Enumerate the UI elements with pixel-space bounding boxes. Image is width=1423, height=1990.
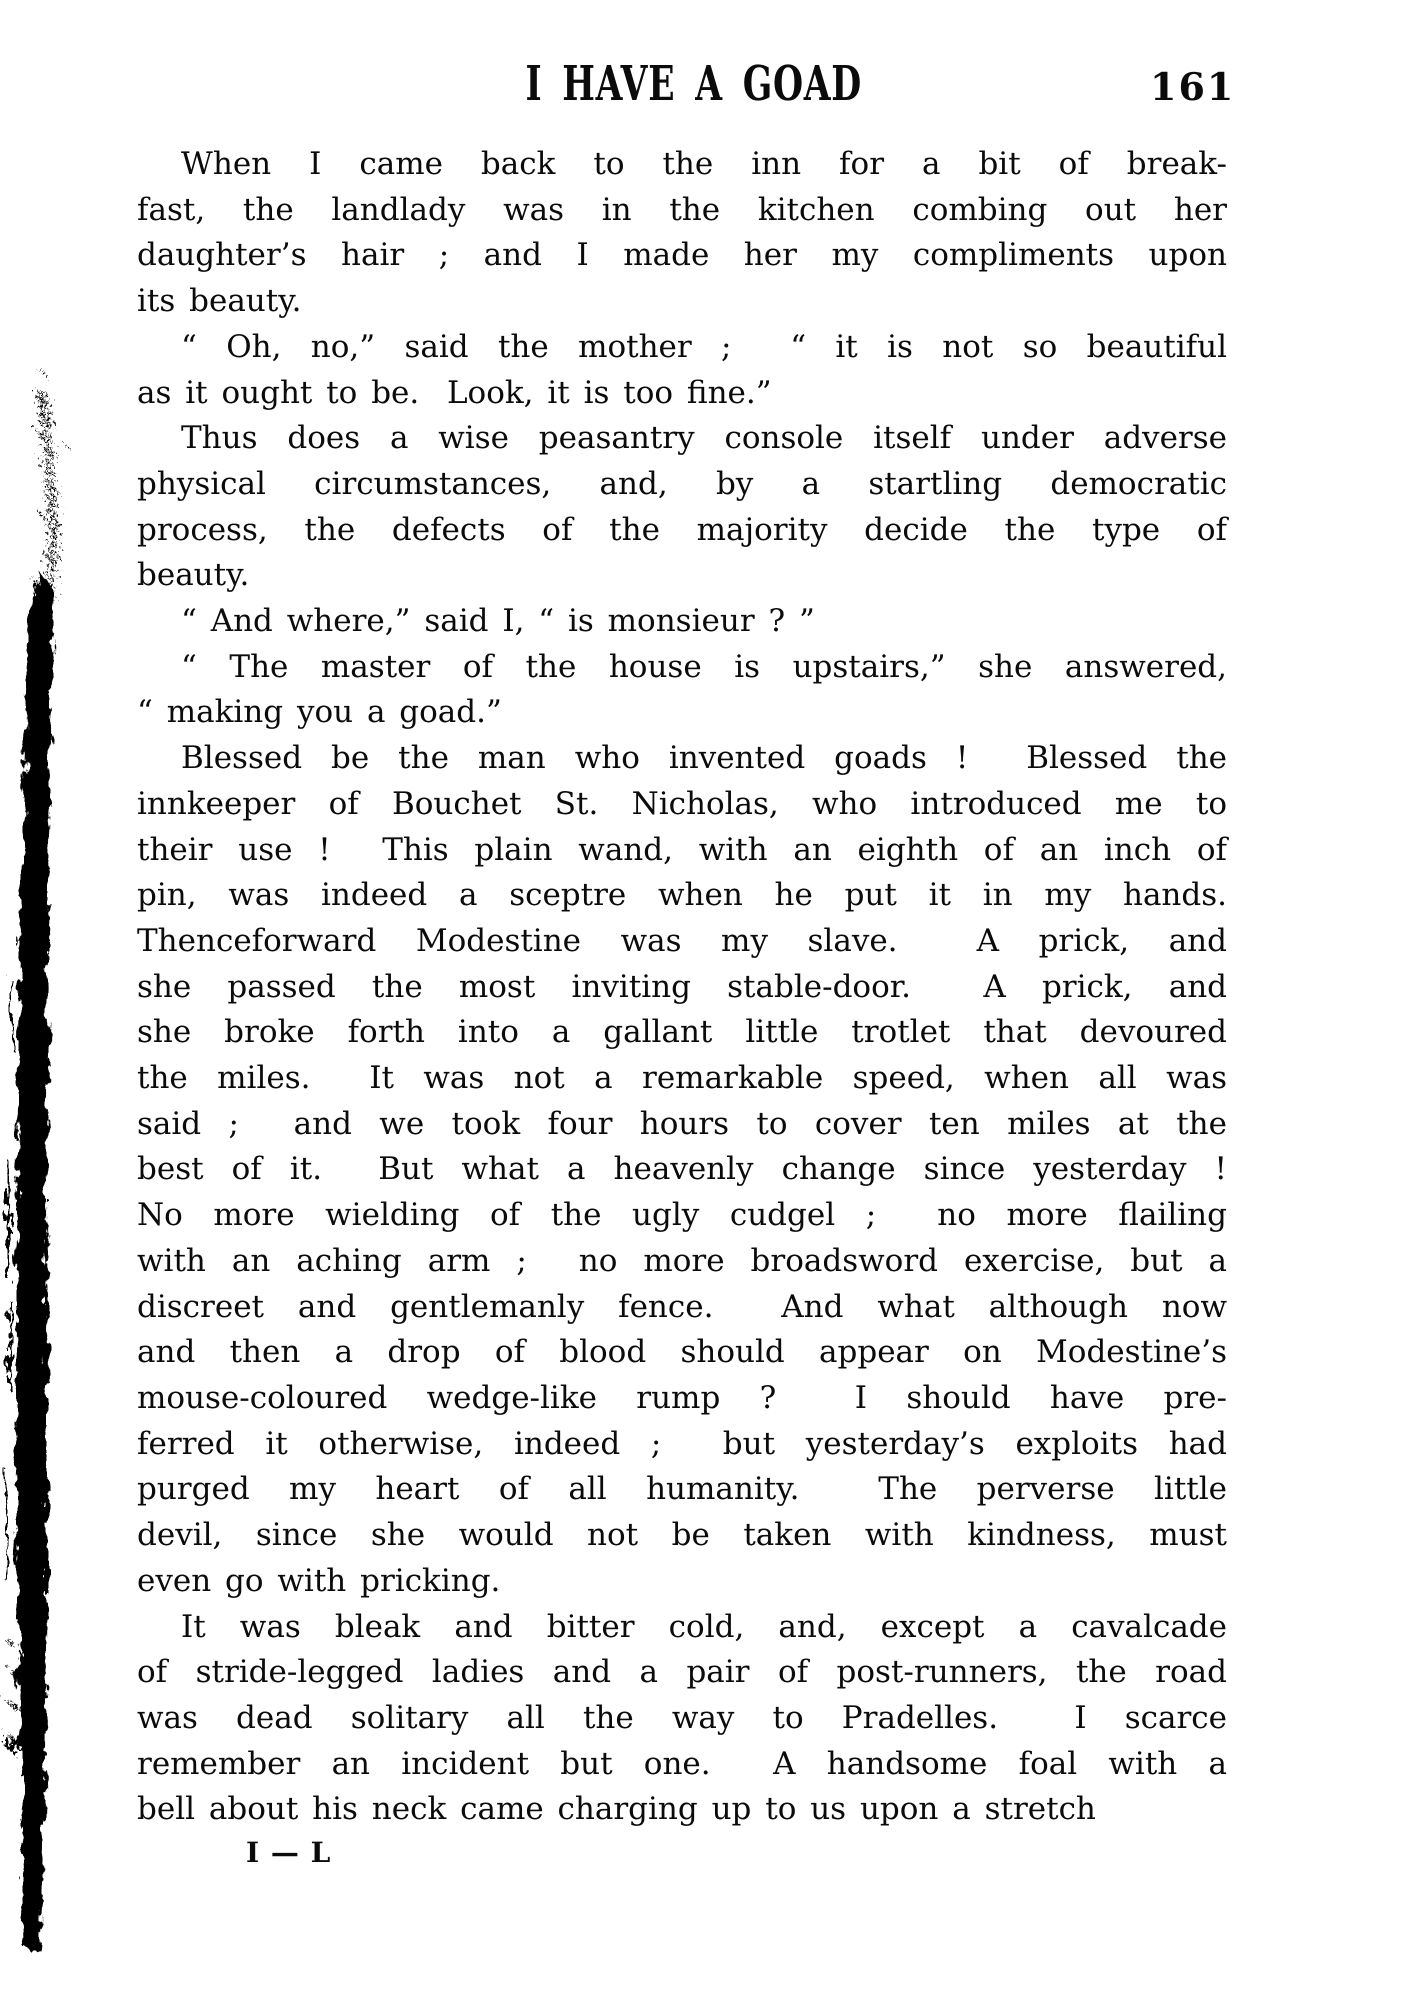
text-line: It was bleak and bitter cold, and, except a cavalcade: [181, 1608, 1227, 1645]
text-line: pin, was indeed a sceptre when he put it in my hands.: [137, 877, 1227, 914]
text-line: bell about his neck came charging up to us upon a stretch: [137, 1791, 1096, 1828]
paragraph: [137, 736, 1227, 1604]
text-line: its beauty.: [137, 283, 302, 320]
text-line: process, the defects of the majority decide the type of: [137, 511, 1227, 548]
page-body: [137, 142, 1227, 1833]
running-head: [460, 56, 862, 112]
text-line: “ And where,” said I, “ is monsieur ? ”: [181, 603, 815, 640]
text-line: purged my heart of all humanity. The perverse little: [137, 1471, 1227, 1508]
paragraph: [137, 142, 1227, 325]
scan-artifact-binding-shadow: [0, 0, 100, 1990]
text-line: their use ! This plain wand, with an eighth of an inch of: [137, 831, 1227, 868]
text-line: she passed the most inviting stable-door. A prick, and: [137, 968, 1227, 1005]
text-line: of stride-legged ladies and a pair of post-runners, the road: [137, 1654, 1227, 1691]
text-line: as it ought to be. Look, it is too fine.”: [137, 374, 772, 411]
text-line: mouse-coloured wedge-like rump ? I should have pre-: [137, 1379, 1227, 1416]
text-line: fast, the landlady was in the kitchen combing out her: [137, 191, 1227, 228]
text-line: she broke forth into a gallant little trotlet that devoured: [137, 1014, 1227, 1051]
text-line: “ The master of the house is upstairs,” she answered,: [181, 648, 1227, 685]
text-line: devil, since she would not be taken with kindness, must: [137, 1517, 1227, 1554]
text-line: and then a drop of blood should appear on Modestine’s: [137, 1334, 1227, 1371]
text-line: Blessed be the man who invented goads ! Blessed the: [181, 740, 1227, 777]
text-line: discreet and gentlemanly fence. And what although now: [137, 1288, 1227, 1325]
paragraph: [137, 645, 1227, 736]
text-line: daughter’s hair ; and I made her my compliments upon: [137, 237, 1227, 274]
paragraph: [137, 1605, 1227, 1834]
text-line: ferred it otherwise, indeed ; but yesterday’s exploits had: [137, 1425, 1227, 1462]
text-line: innkeeper of Bouchet St. Nicholas, who introduced me to: [137, 785, 1227, 822]
text-line: Thenceforward Modestine was my slave. A prick, and: [137, 922, 1227, 959]
paragraph: [137, 599, 1227, 645]
text-line: the miles. It was not a remarkable speed, when all was: [137, 1060, 1227, 1097]
text-line: “ making you a goad.”: [137, 694, 502, 731]
text-line: Thus does a wise peasantry console itself under adverse: [181, 420, 1227, 457]
paragraph: [137, 416, 1227, 599]
text-line: even go with pricking.: [137, 1562, 501, 1599]
text-line: was dead solitary all the way to Pradelles. I scarce: [137, 1699, 1227, 1736]
page-number: 161: [1150, 64, 1236, 109]
page-title: I HAVE A GOAD: [525, 56, 862, 112]
text-line: No more wielding of the ugly cudgel ; no more flailing: [137, 1197, 1227, 1234]
text-line: When I came back to the inn for a bit of break-: [181, 146, 1227, 182]
text-line: said ; and we took four hours to cover ten miles at the: [137, 1105, 1227, 1142]
text-line: beauty.: [137, 557, 250, 594]
text-line: best of it. But what a heavenly change since yesterday !: [137, 1151, 1227, 1188]
text-line: with an aching arm ; no more broadsword exercise, but a: [137, 1242, 1227, 1279]
text-line: “ Oh, no,” said the mother ; “ it is not so beautiful: [181, 328, 1227, 365]
paragraph: [137, 325, 1227, 416]
signature-mark: I — L: [246, 1836, 332, 1869]
text-line: physical circumstances, and, by a startling democratic: [137, 465, 1227, 502]
text-line: remember an incident but one. A handsome foal with a: [137, 1745, 1227, 1782]
